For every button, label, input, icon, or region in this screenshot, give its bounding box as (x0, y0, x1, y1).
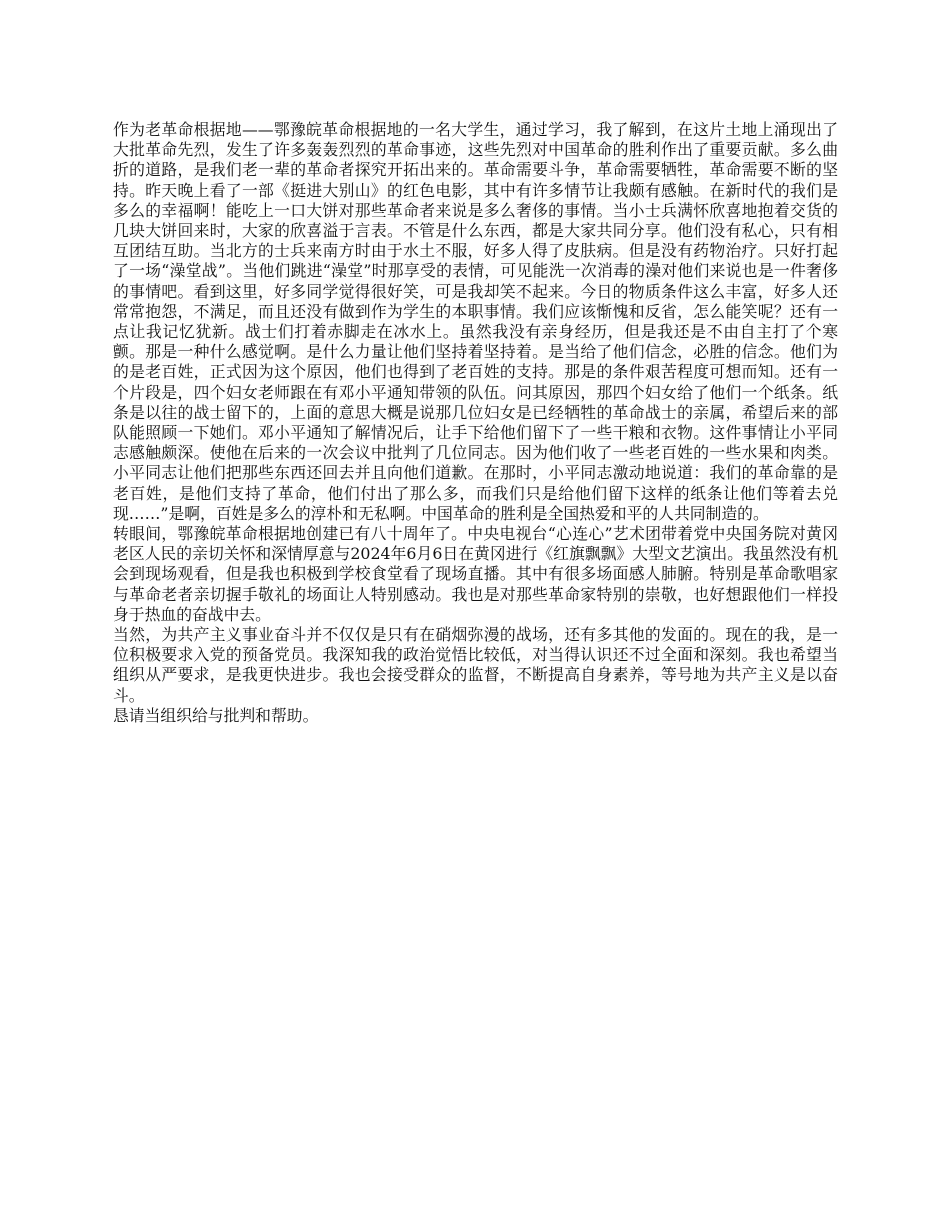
paragraph-4: 恳请当组织给与批判和帮助。 (113, 705, 319, 725)
document-body (113, 120, 838, 726)
paragraph-1: 作为老革命根据地——鄂豫皖革命根据地的一名大学生，通过学习，我了解到，在这片土地上涌现出了大批革命先烈，发生了许多轰轰烈烈的革命事迹，这些先烈对中国革命的胜利作出了重要贡献。多么曲折的道路，是我们老一辈的革命者探究开拓出来的。革命需要斗争，革命需要牺牲，革命需要不断的坚持。昨天晚上看了一部《挺进大别山》的红色电影，其中有许多情节让我颇有感触。在新时代的我们是多么的幸福啊！能吃上一口大饼对那些革命者来说是多么奢侈的事情。当小士兵满怀欣喜地抱着交货的几块大饼回来时，大家的欣喜溢于言表。不管是什么东西，都是大家共同分享。他们没有私心，只有相互团结互助。当北方的士兵来南方时由于水土不服，好多人得了皮肤病。但是没有药物治疗。只好打起了一场“澡堂战”。当他们跳进“澡堂”时那享受的表情，可见能洗一次消毒的澡对他们来说也是一件奢侈的事情吧。看到这里，好多同学觉得很好笑，可是我却笑不起来。今日的物质条件这么丰富，好多人还常常抱怨，不满足，而且还没有做到作为学生的本职事情。我们应该惭愧和反省，怎么能笑呢？还有一点让我记忆犹新。战士们打着赤脚走在冰水上。虽然我没有亲身经历，但是我还是不由自主打了个寒颤。那是一种什么感觉啊。是什么力量让他们坚持着坚持着。是当给了他们信念，必胜的信念。他们为的是老百姓，正式因为这个原因，他们也得到了老百姓的支持。那是的条件艰苦程度可想而知。还有一个片段是，四个妇女老师跟在有邓小平通知带领的队伍。问其原因，那四个妇女给了他们一个纸条。纸条是以往的战士留下的，上面的意思大概是说那几位妇女是已经牺牲的革命战士的亲属，希望后来的部队能照顾一下她们。邓小平通知了解情况后，让手下给他们留下了一些干粮和衣物。这件事情让小平同志感触颇深。使他在后来的一次会议中批判了几位同志。因为他们收了一些老百姓的一些水果和肉类。小平同志让他们把那些东西还回去并且向他们道歉。在那时，小平同志激动地说道：我们的革命靠的是老百姓，是他们支持了革命，他们付出了那么多，而我们只是给他们留下这样的纸条让他们等着去兑现……”是啊，百姓是多么的淳朴和无私啊。中国革命的胜利是全国热爱和平的人共同制造的。 (113, 120, 838, 523)
paragraph-3: 当然，为共产主义事业奋斗并不仅仅是只有在硝烟弥漫的战场，还有多其他的发面的。现在的我，是一位积极要求入党的预备党员。我深知我的政治觉悟比较低，对当得认识还不过全面和深刻。我也希望当组织从严要求，是我更快进步。我也会接受群众的监督，不断提高自身素养，等号地为共产主义是以奋斗。 (113, 625, 838, 705)
paragraph-2: 转眼间，鄂豫皖革命根据地创建已有八十周年了。中央电视台“心连心”艺术团带着党中央国务院对黄冈老区人民的亲切关怀和深情厚意与2024年6月6日在黄冈进行《红旗飘飘》大型文艺演出。我虽然没有机会到现场观看，但是我也积极到学校食堂看了现场直播。其中有很多场面感人肺腑。特别是革命歌唱家与革命老者亲切握手敬礼的场面让人特别感动。我也是对那些革命家特别的崇敬，也好想跟他们一样投身于热血的奋战中去。 (113, 524, 838, 624)
